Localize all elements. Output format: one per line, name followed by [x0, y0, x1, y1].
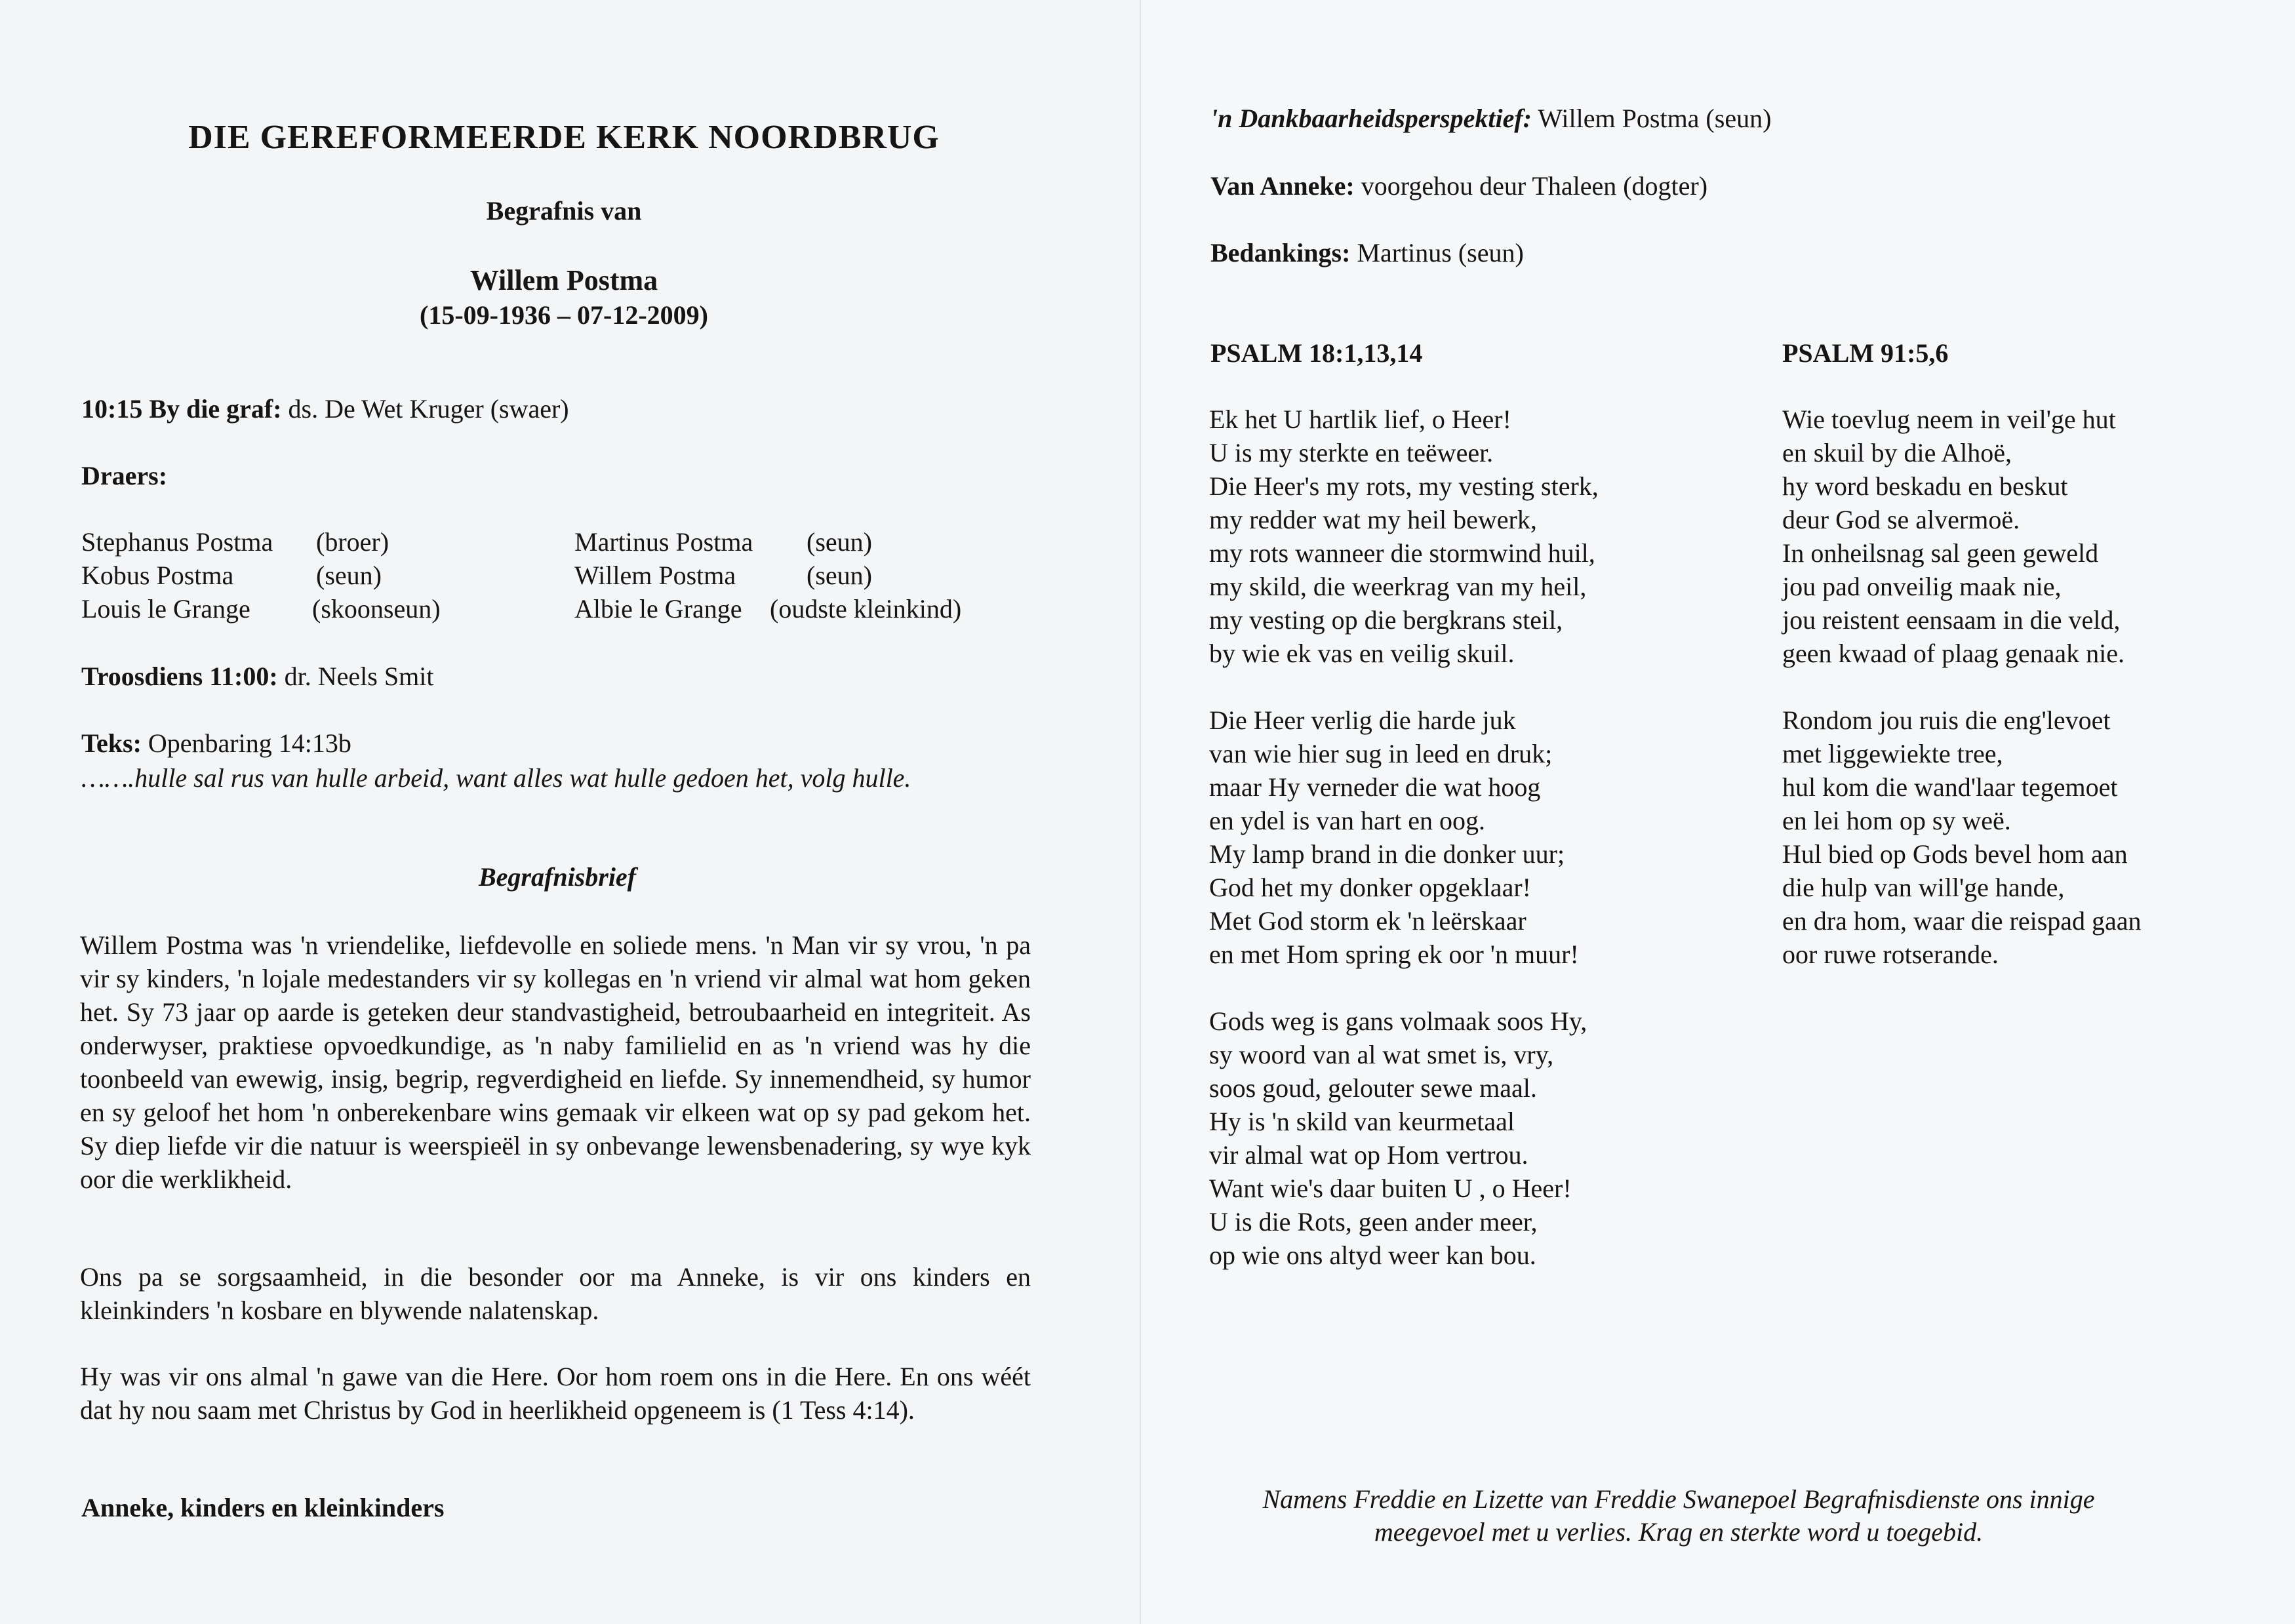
letter-heading: Begrafnisbrief — [479, 862, 636, 892]
verse-line: Wie toevlug neem in veil'ge hut — [1782, 405, 2116, 434]
verse-line: God het my donker opgeklaar! — [1209, 873, 1531, 902]
perspective-value: Willem Postma (seun) — [1532, 104, 1772, 133]
bearer-relation: (oudste kleinkind) — [770, 594, 962, 624]
verse-line: hy word beskadu en beskut — [1782, 471, 2068, 501]
verse-line: My lamp brand in die donker uur; — [1209, 839, 1565, 869]
bearer-relation: (skoonseun) — [312, 594, 441, 624]
verse-line: Rondom jou ruis die eng'levoet — [1782, 705, 2111, 735]
psalm-91-title: PSALM 91:5,6 — [1782, 338, 1949, 368]
verse-line: Hy is 'n skild van keurmetaal — [1209, 1107, 1515, 1136]
verse-line: op wie ons altyd weer kan bou. — [1209, 1240, 1536, 1270]
stanza-break — [1209, 971, 1599, 1004]
perspective-label: 'n Dankbaarheidsperspektief: — [1210, 104, 1532, 133]
graveside-label: 10:15 By die graf: — [81, 394, 282, 424]
bearer-name: Willem Postma — [574, 561, 736, 590]
anneke-label: Van Anneke: — [1210, 171, 1355, 201]
condolence-note: Namens Freddie en Lizette van Freddie Swanepoel Begrafnisdienste ons innige meegevoel met u verlies. Krag en sterkte word u toegebid. — [1262, 1484, 2095, 1547]
funeral-of-label: Begrafnis van — [486, 196, 642, 226]
verse-line: Want wie's daar buiten U , o Heer! — [1209, 1174, 1572, 1203]
verse-line: soos goud, gelouter sewe maal. — [1209, 1073, 1537, 1103]
verse-line: jou pad onveilig maak nie, — [1782, 572, 2062, 601]
verse-line: Met God storm ek 'n leërskaar — [1209, 906, 1527, 936]
psalm-18-text — [1209, 403, 1599, 1272]
thanks-label: Bedankings: — [1210, 238, 1351, 267]
verse-line: U is my sterkte en teëweer. — [1209, 438, 1494, 467]
church-title: DIE GEREFORMEERDE KERK NOORDBRUG — [188, 119, 940, 156]
letter-paragraph: Ons pa se sorgsaamheid, in die besonder oor ma Anneke, is vir ons kinders en kleinkinders 'n kosbare en blywende nalatenskap. — [80, 1262, 1031, 1325]
bearer-name: Kobus Postma — [81, 561, 234, 590]
verse-line: U is die Rots, geen ander meer, — [1209, 1207, 1538, 1237]
letter-paragraph: Hy was vir ons almal 'n gawe van die Here. Oor hom roem ons in die Here. En ons wéét dat hy nou saam met Christus by God in heerlikheid opgeneem is (1 Tess 4:14). — [80, 1362, 1031, 1425]
verse-line: In onheilsnag sal geen geweld — [1782, 538, 2099, 568]
text-value: Openbaring 14:13b — [141, 728, 351, 758]
verse-line: die hulp van will'ge hande, — [1782, 873, 2065, 902]
thanks-value: Martinus (seun) — [1350, 238, 1524, 267]
verse-line: met liggewiekte tree, — [1782, 739, 2003, 768]
verse-line: en met Hom spring ek oor 'n muur! — [1209, 940, 1579, 969]
deceased-dates: (15-09-1936 – 07-12-2009) — [420, 300, 708, 330]
verse-line: en lei hom op sy weë. — [1782, 806, 2011, 835]
bearer-relation: (seun) — [807, 527, 872, 557]
bearer-relation: (broer) — [316, 527, 389, 557]
verse-line: my vesting op die bergkrans steil, — [1209, 605, 1563, 635]
bearer-relation: (seun) — [807, 561, 872, 590]
verse-line: deur God se alvermoë. — [1782, 505, 2020, 534]
verse-line: maar Hy verneder die wat hoog — [1209, 772, 1541, 802]
text-line — [81, 728, 351, 759]
text-label: Teks: — [81, 728, 142, 758]
verse-line: my rots wanneer die stormwind huil, — [1209, 538, 1595, 568]
verse-line: Ek het U hartlik lief, o Heer! — [1209, 405, 1511, 434]
bearer-name: Albie le Grange — [574, 594, 742, 624]
verse-line: hul kom die wand'laar tegemoet — [1782, 772, 2118, 802]
verse-line: sy woord van al wat smet is, vry, — [1209, 1040, 1554, 1069]
verse-line: en ydel is van hart en oog. — [1209, 806, 1485, 835]
thanks-line — [1210, 237, 1524, 268]
verse-line: Die Heer's my rots, my vesting sterk, — [1209, 471, 1599, 501]
service-value: dr. Neels Smit — [277, 662, 434, 691]
stanza-break — [1782, 670, 2142, 703]
graveside-value: ds. De Wet Kruger (swaer) — [281, 394, 569, 424]
perspective-line — [1210, 103, 1771, 134]
text-quote: …….hulle sal rus van hulle arbeid, want alles wat hulle gedoen het, volg hulle. — [81, 763, 911, 793]
verse-line: by wie ek vas en veilig skuil. — [1209, 639, 1515, 668]
graveside-line — [81, 393, 569, 424]
deceased-name: Willem Postma — [469, 264, 658, 296]
verse-line: van wie hier sug in leed en druk; — [1209, 739, 1553, 768]
verse-line: jou reistent eensaam in die veld, — [1782, 605, 2121, 635]
bearer-name: Stephanus Postma — [81, 527, 273, 557]
verse-line: en skuil by die Alhoë, — [1782, 438, 2012, 467]
verse-line: Die Heer verlig die harde juk — [1209, 705, 1516, 735]
bearer-relation: (seun) — [316, 561, 382, 590]
anneke-line — [1210, 170, 1707, 201]
bearer-name: Martinus Postma — [574, 527, 753, 557]
psalm-91-text — [1782, 403, 2142, 971]
verse-line: Gods weg is gans volmaak soos Hy, — [1209, 1006, 1587, 1036]
stanza-break — [1209, 670, 1599, 703]
verse-line: geen kwaad of plaag genaak nie. — [1782, 639, 2125, 668]
service-label: Troosdiens 11:00: — [81, 662, 278, 691]
verse-line: oor ruwe rotserande. — [1782, 940, 1999, 969]
letter-paragraph: Willem Postma was 'n vriendelike, liefdevolle en soliede mens. 'n Man vir sy vrou, 'n pa vir sy kinders, 'n lojale medestanders vir sy kollegas en 'n vriend vir almal wat hom geken het. Sy 73 jaar op aarde is geteken deur standvastigheid, betroubaarheid en integriteit. As onderwyser, praktiese opvoedkundige, as 'n naby familielid en as 'n vriend was hy die toonbeeld van ewewig, insig, begrip, regverdigheid en liefde. Sy innemendheid, sy humor en sy geloof het hom 'n onberekenbare wins gemaak vir elkeen wat op sy pad gekom het. Sy diep liefde vir die natuur is weerspieël in sy onbevange lewensbenadering, sy wye kyk oor die werklikheid. — [80, 930, 1031, 1194]
right-page — [1141, 0, 2295, 1624]
letter-signoff: Anneke, kinders en kleinkinders — [81, 1493, 445, 1522]
bearers-label: Draers: — [81, 461, 168, 490]
left-page — [0, 0, 1141, 1624]
verse-line: my skild, die weerkrag van my heil, — [1209, 572, 1587, 601]
anneke-value: voorgehou deur Thaleen (dogter) — [1354, 171, 1708, 201]
verse-line: vir almal wat op Hom vertrou. — [1209, 1140, 1528, 1170]
verse-line: Hul bied op Gods bevel hom aan — [1782, 839, 2128, 869]
psalm-18-title: PSALM 18:1,13,14 — [1210, 338, 1423, 368]
service-line — [81, 661, 433, 692]
verse-line: my redder wat my heil bewerk, — [1209, 505, 1537, 534]
bearer-name: Louis le Grange — [81, 594, 250, 624]
verse-line: en dra hom, waar die reispad gaan — [1782, 906, 2142, 936]
